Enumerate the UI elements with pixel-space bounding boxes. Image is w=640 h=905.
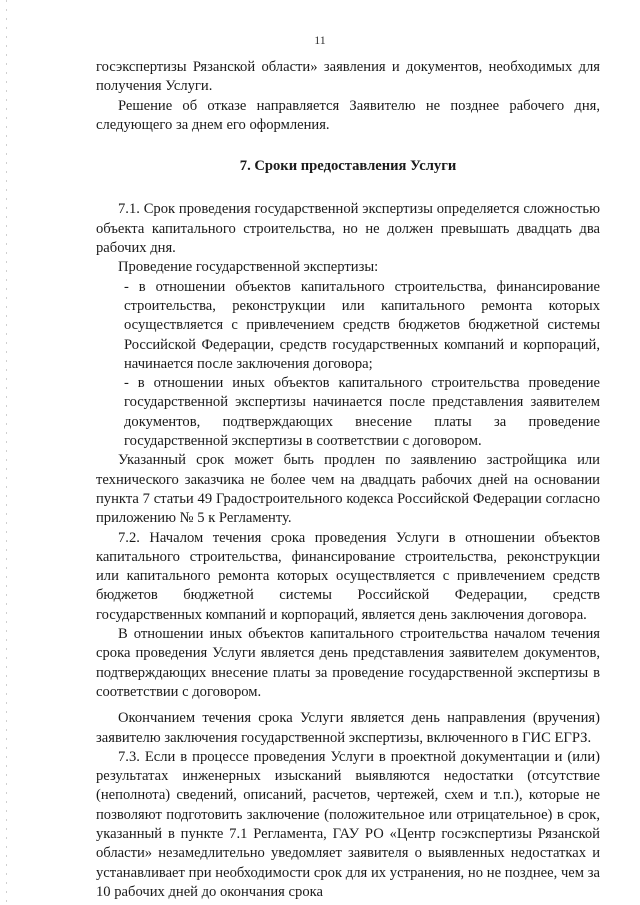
paragraph-other-objects-start: В отношении иных объектов капитального строительства началом течения срока проведения Услуги является день представления заявителем документов, подтверждающих внесение платы за проведение государственной экспертизы в соответствии с договором. [96,626,600,700]
list-item-budget-objects: - в отношении объектов капитального строительства, финансирование строительства, реконструкции или капитального ремонта которых осуществляется с привлечением средств бюджетов бюджетной системы Российской Федерации, средств государственных компаний и корпораций, начинается после заключения договора; [124,278,600,372]
paragraph-7-3: 7.3. Если в процессе проведения Услуги в проектной документации и (или) результатах инженерных изысканий выявляются недостатки (отсутствие (неполнота) сведений, описаний, расчетов, чертежей, схем и т.п.), которые не позволяют подготовить заключение (положительное или отрицательное) в срок, указанный в пункте 7.1 Регламента, ГАУ РО «Центр госэкспертизы Рязанской области» незамедлительно уведомляет заявителя о выявленных недостатках и устанавливает при необходимости срок для их устранения, но не позднее, чем за 10 рабочих дней до окончания срока [96,748,600,900]
paragraph-refusal-decision: Решение об отказе направляется Заявителю не позднее рабочего дня, следующего за днем его оформления. [96,97,600,133]
paragraph-7-1: 7.1. Срок проведения государственной экспертизы определяется сложностью объекта капитального строительства, но не должен превышать двадцать два рабочих дня. [96,201,600,257]
section-heading-7: 7. Сроки предоставления Услуги [239,158,457,175]
paragraph-continuation: госэкспертизы Рязанской области» заявления и документов, необходимых для получения Услуги. [96,59,600,95]
paragraph-extension: Указанный срок может быть продлен по заявлению застройщика или технического заказчика не более чем на двадцать рабочих дней на основании пункта 7 статьи 49 Градостроительного кодекса Российской Федерации согласно приложению № 5 к Регламенту. [96,452,600,527]
document-body [96,58,600,902]
paragraph-expertise-intro: Проведение государственной экспертизы: [118,259,379,276]
paragraph-7-2: 7.2. Началом течения срока проведения Услуги в отношении объектов капитального строительства, финансирование строительства, реконструкции или капитального ремонта которых осуществляется с привлечением средств бюджетов бюджетной системы Российской Федерации, средств государственных компаний и корпораций, является день заключения договора. [96,529,600,623]
paragraph-service-end: Окончанием течения срока Услуги является день направления (вручения) заявителю заключения государственной экспертизы, включенного в ГИС ЕГРЗ. [96,710,600,746]
page-number: 11 [314,33,326,47]
list-item-other-objects: - в отношении иных объектов капитального строительства проведение государственной экспертизы начинается после представления заявителем документов, подтверждающих внесение платы за проведение государственной экспертизы в соответствии с договором. [124,375,600,450]
scan-edge-marks [6,0,7,905]
